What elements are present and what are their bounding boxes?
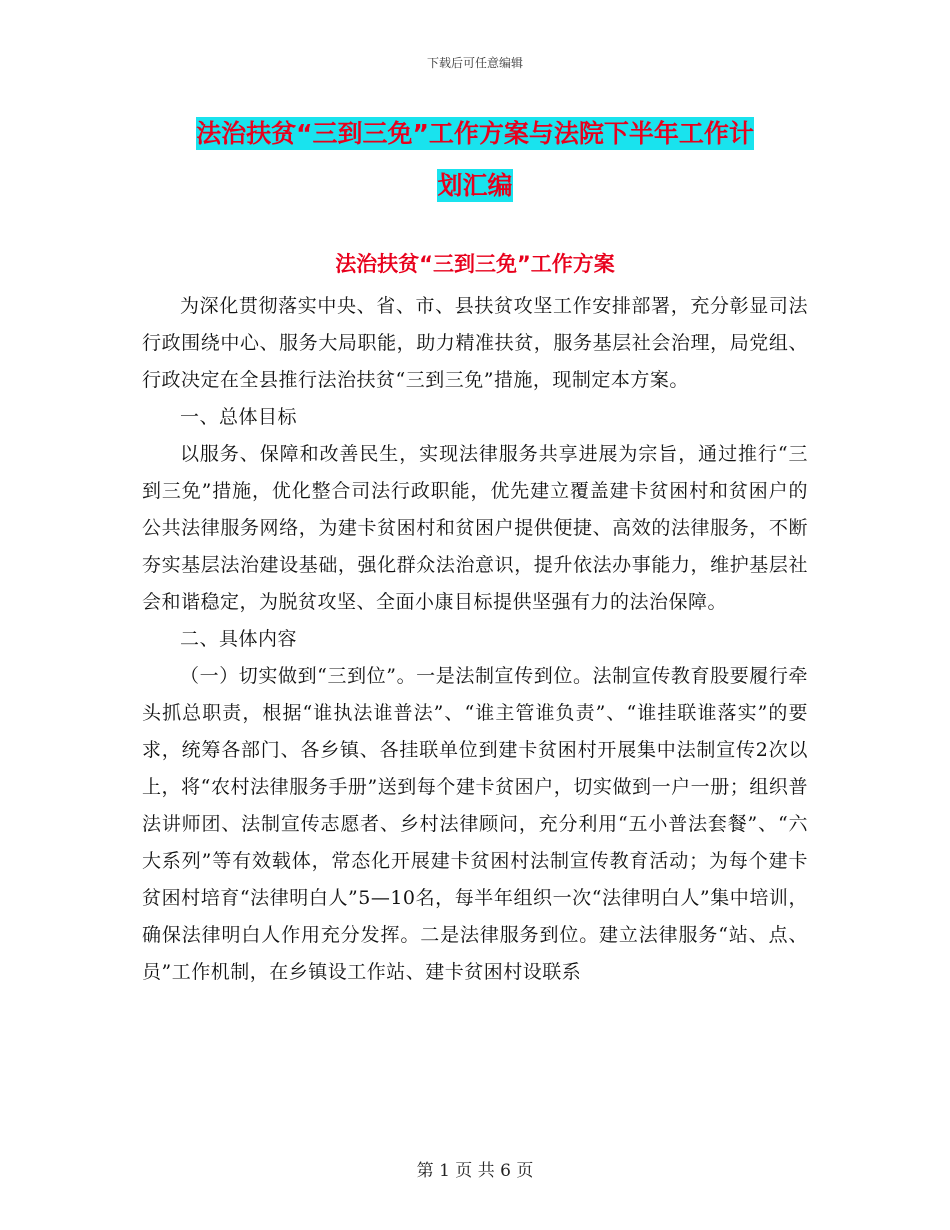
header-note: 下载后可任意编辑 xyxy=(426,56,523,70)
paragraph-intro: 为深化贯彻落实中央、省、市、县扶贫攻坚工作安排部署，充分彰显司法行政围绕中心、服务大局职能，助力精准扶贫，服务基层社会治理，局党组、行政决定在全县推行法治扶贫“三到三免”措施，现制定本方案。 xyxy=(142,295,808,391)
document-body xyxy=(142,288,808,991)
heading-overall-goal: 一、总体目标 xyxy=(180,406,298,428)
document-title xyxy=(140,108,810,212)
paragraph-specific-content: （一）切实做到“三到位”。一是法制宣传到位。法制宣传教育股要履行牵头抓总职责，根据“谁执法谁普法”、“谁主管谁负责”、“谁挂联谁落实”的要求，统筹各部门、各乡镇、各挂联单位到建卡贫困村开展集中法制宣传2次以上，将“农村法律服务手册”送到每个建卡贫困户，切实做到一户一册；组织普法讲师团、法制宣传志愿者、乡村法律顾问，充分利用“五小普法套餐”、“六大系列”等有效载体，常态化开展建卡贫困村法制宣传教育活动；为每个建卡贫困村培育“法律明白人”5—10名，每半年组织一次“法律明白人”集中培训，确保法律明白人作用充分发挥。二是法律服务到位。建立法律服务“站、点、员”工作机制，在乡镇设工作站、建卡贫困村设联系 xyxy=(142,665,808,983)
heading-specific-content: 二、具体内容 xyxy=(180,628,298,650)
page-number: 第 1 页 共 6 页 xyxy=(416,1161,534,1181)
document-title-line-1: 法治扶贫“三到三免”工作方案与法院下半年工作计 xyxy=(196,119,754,148)
document-title-line-2: 划汇编 xyxy=(437,171,513,200)
section-title: 法治扶贫“三到三免”工作方案 xyxy=(335,252,615,276)
paragraph-overall-goal: 以服务、保障和改善民生，实现法律服务共享进展为宗旨，通过推行“三到三免”措施，优化整合司法行政职能，优先建立覆盖建卡贫困村和贫困户的公共法律服务网络，为建卡贫困村和贫困户提供便捷、高效的法律服务，不断夯实基层法治建设基础，强化群众法治意识，提升依法办事能力，维护基层社会和谐稳定，为脱贫攻坚、全面小康目标提供坚强有力的法治保障。 xyxy=(142,443,808,613)
